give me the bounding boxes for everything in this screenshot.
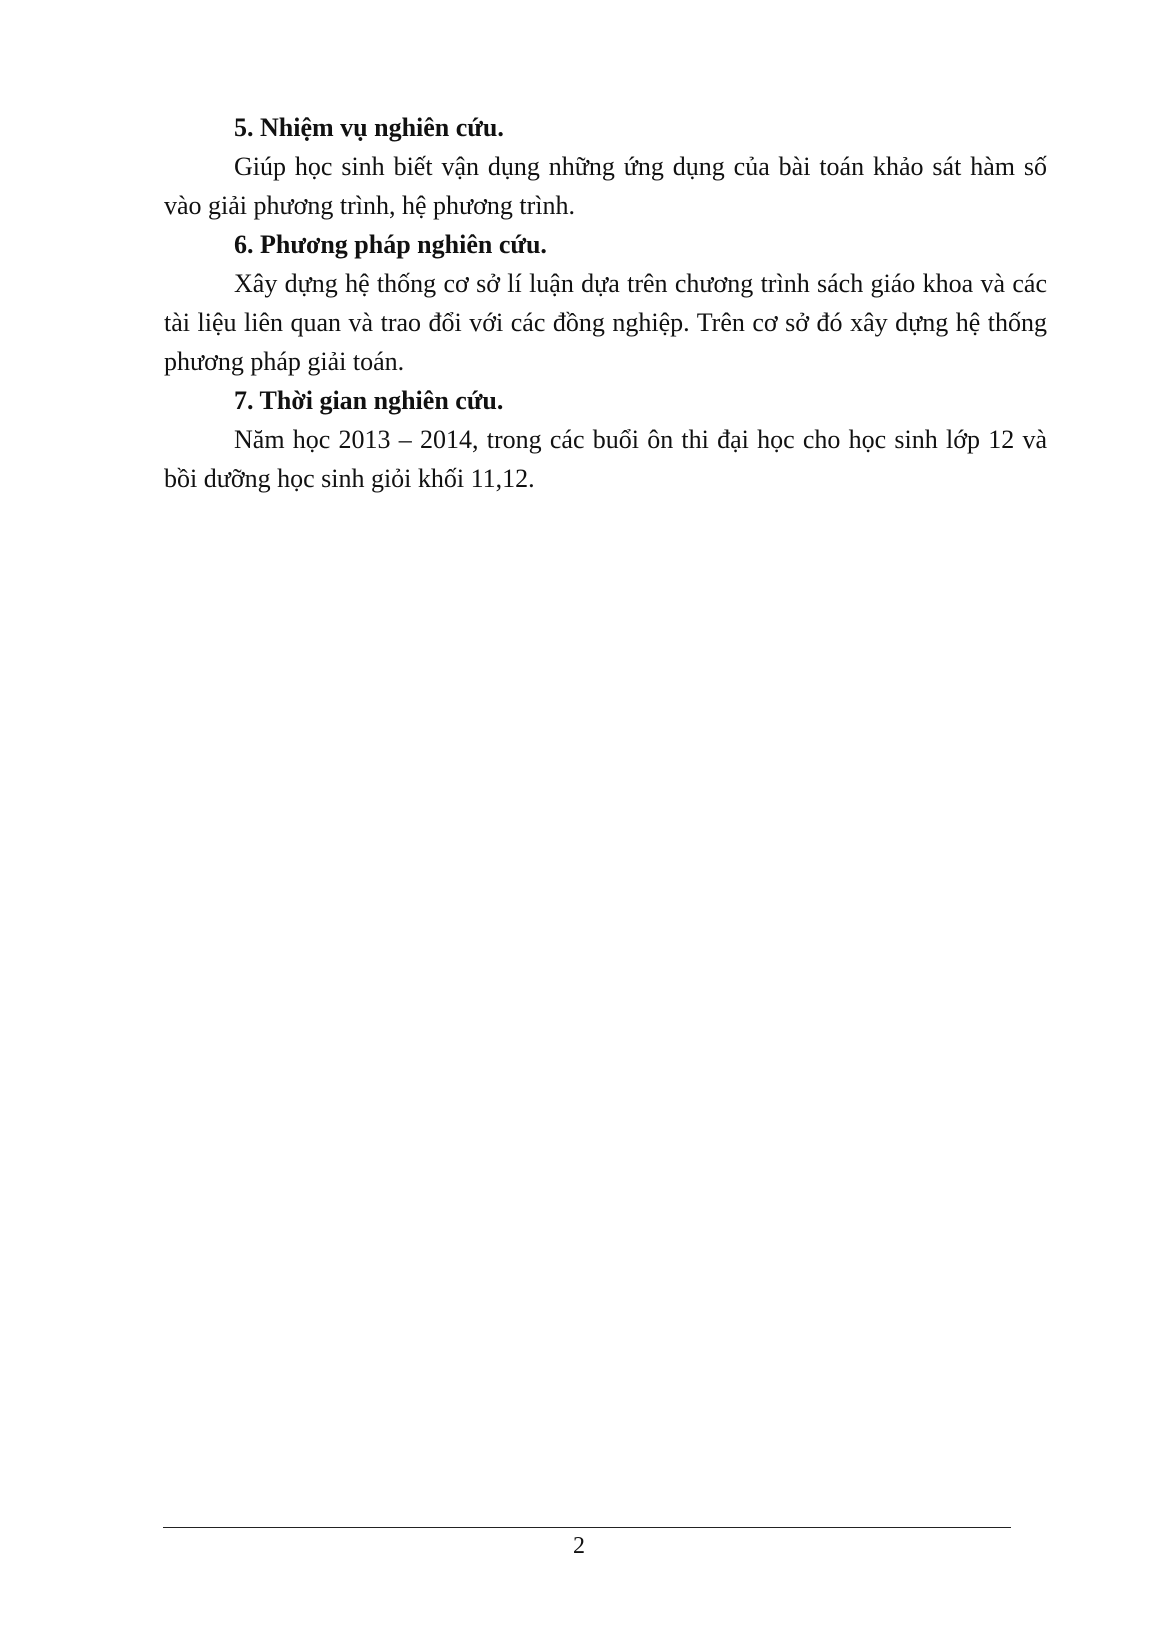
section-body-research-methods: Xây dựng hệ thống cơ sở lí luận dựa trên chương trình sách giáo khoa và các tài liệu liên quan và trao đổi với các đồng nghiệp. Trên cơ sở đó xây dựng hệ thống phương pháp giải toán. [164, 269, 1047, 376]
footer-divider [163, 1527, 1011, 1528]
section-heading-research-time: 7. Thời gian nghiên cứu. [234, 386, 504, 415]
section-body-research-tasks: Giúp học sinh biết vận dụng những ứng dụng của bài toán khảo sát hàm số vào giải phương trình, hệ phương trình. [164, 152, 1047, 220]
document-body [164, 108, 1047, 498]
section-heading-research-methods: 6. Phương pháp nghiên cứu. [234, 230, 547, 259]
section-body-research-time: Năm học 2013 – 2014, trong các buổi ôn thi đại học cho học sinh lớp 12 và bồi dưỡng học sinh giỏi khối 11,12. [164, 425, 1047, 493]
section-heading-research-tasks: 5. Nhiệm vụ nghiên cứu. [234, 113, 504, 142]
page-number: 2 [573, 1533, 585, 1559]
